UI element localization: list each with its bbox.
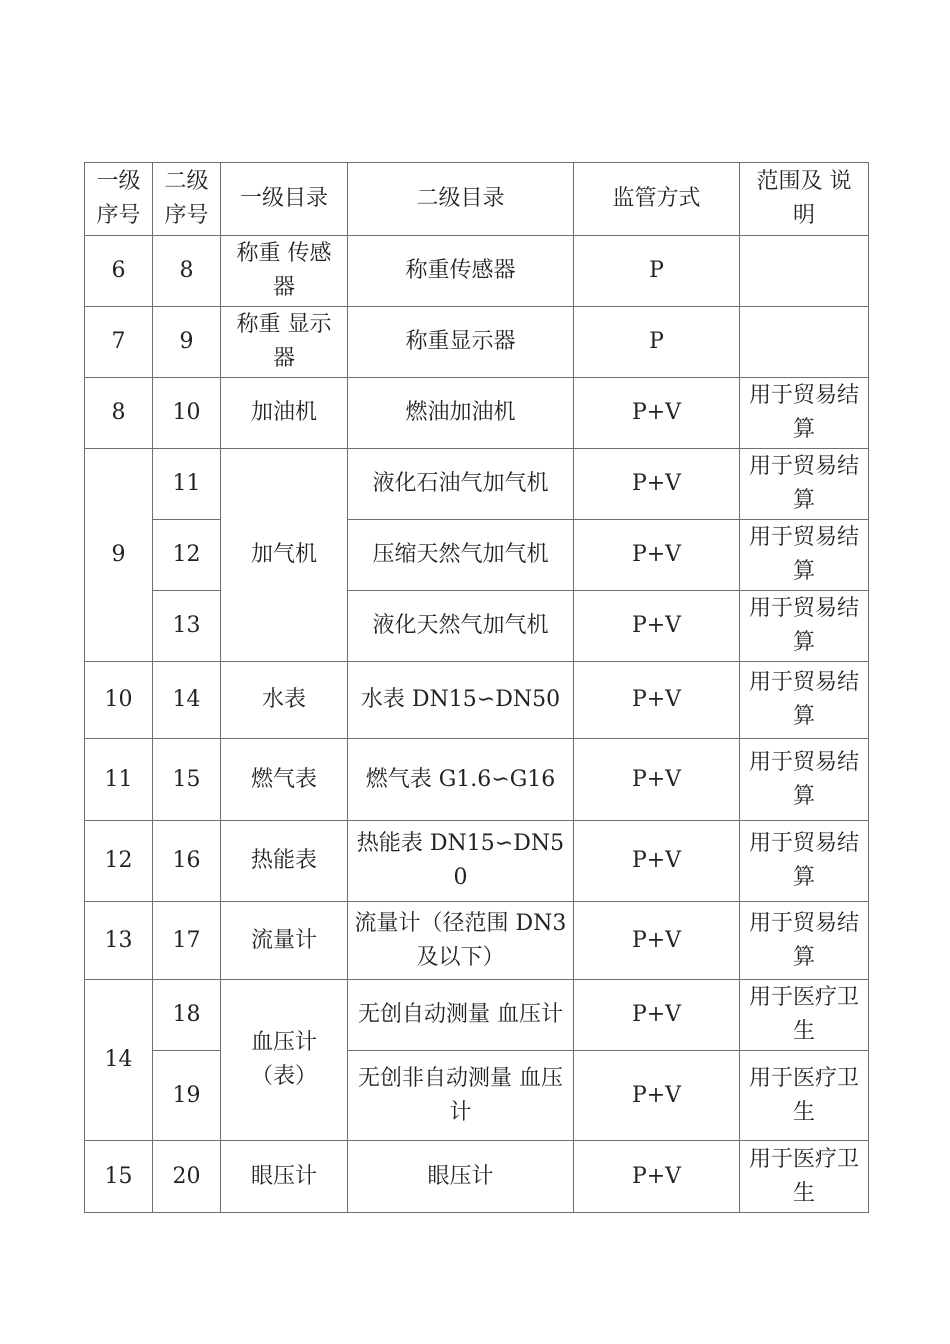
table-row bbox=[85, 449, 869, 520]
table-row bbox=[85, 739, 869, 821]
table-row bbox=[85, 821, 869, 902]
level2-catalog-cell: 称重显示器 bbox=[348, 307, 574, 378]
level2-catalog-cell: 燃气表 G1.6∽G16 bbox=[348, 739, 574, 821]
scope-cell bbox=[740, 307, 869, 378]
scope-cell: 用于贸易结算 bbox=[740, 591, 869, 662]
level2-catalog-cell: 热能表 DN15∽DN50 bbox=[348, 821, 574, 902]
header-supervision: 监管方式 bbox=[574, 163, 740, 236]
supervision-cell: P+V bbox=[574, 520, 740, 591]
level1-no-cell: 10 bbox=[85, 662, 153, 739]
level2-catalog-cell: 眼压计 bbox=[348, 1141, 574, 1213]
level1-no-cell: 11 bbox=[85, 739, 153, 821]
header-row bbox=[85, 163, 869, 236]
catalog-table bbox=[84, 162, 869, 1213]
header-level2-no: 二级序号 bbox=[153, 163, 221, 236]
level2-no-cell: 12 bbox=[153, 520, 221, 591]
supervision-cell: P+V bbox=[574, 980, 740, 1051]
scope-cell: 用于贸易结算 bbox=[740, 449, 869, 520]
scope-cell: 用于贸易结算 bbox=[740, 739, 869, 821]
level1-catalog-cell: 加气机 bbox=[221, 449, 348, 662]
level1-no-cell: 6 bbox=[85, 236, 153, 307]
level1-no-cell: 12 bbox=[85, 821, 153, 902]
table-row bbox=[85, 1141, 869, 1213]
level1-catalog-cell: 称重 传感器 bbox=[221, 236, 348, 307]
level2-no-cell: 15 bbox=[153, 739, 221, 821]
level1-catalog-cell: 称重 显示器 bbox=[221, 307, 348, 378]
supervision-cell: P+V bbox=[574, 591, 740, 662]
level1-no-cell: 14 bbox=[85, 980, 153, 1141]
level2-no-cell: 13 bbox=[153, 591, 221, 662]
supervision-cell: P+V bbox=[574, 378, 740, 449]
header-level1-no: 一级序号 bbox=[85, 163, 153, 236]
table-row bbox=[85, 520, 869, 591]
table-row bbox=[85, 236, 869, 307]
supervision-cell: P+V bbox=[574, 739, 740, 821]
table-row bbox=[85, 591, 869, 662]
level2-no-cell: 17 bbox=[153, 902, 221, 980]
scope-cell: 用于贸易结算 bbox=[740, 662, 869, 739]
supervision-cell: P bbox=[574, 236, 740, 307]
table-row bbox=[85, 378, 869, 449]
level1-no-cell: 8 bbox=[85, 378, 153, 449]
scope-cell: 用于贸易结算 bbox=[740, 821, 869, 902]
header-level1-catalog: 一级目录 bbox=[221, 163, 348, 236]
table-row bbox=[85, 1051, 869, 1141]
level2-no-cell: 19 bbox=[153, 1051, 221, 1141]
level2-no-cell: 10 bbox=[153, 378, 221, 449]
level2-catalog-cell: 无创非自动测量 血压计 bbox=[348, 1051, 574, 1141]
level1-catalog-cell: 热能表 bbox=[221, 821, 348, 902]
scope-cell: 用于贸易结算 bbox=[740, 378, 869, 449]
level2-catalog-cell: 燃油加油机 bbox=[348, 378, 574, 449]
level2-catalog-cell: 无创自动测量 血压计 bbox=[348, 980, 574, 1051]
table-row bbox=[85, 307, 869, 378]
level2-catalog-cell: 称重传感器 bbox=[348, 236, 574, 307]
level2-no-cell: 8 bbox=[153, 236, 221, 307]
level2-catalog-cell: 流量计（径范围 DN3 及以下） bbox=[348, 902, 574, 980]
level1-no-cell: 13 bbox=[85, 902, 153, 980]
level1-catalog-cell: 血压计（表） bbox=[221, 980, 348, 1141]
level2-no-cell: 9 bbox=[153, 307, 221, 378]
supervision-cell: P+V bbox=[574, 662, 740, 739]
table-row bbox=[85, 662, 869, 739]
level2-catalog-cell: 压缩天然气加气机 bbox=[348, 520, 574, 591]
level2-no-cell: 20 bbox=[153, 1141, 221, 1213]
level2-no-cell: 14 bbox=[153, 662, 221, 739]
level2-no-cell: 18 bbox=[153, 980, 221, 1051]
scope-cell bbox=[740, 236, 869, 307]
table-row bbox=[85, 980, 869, 1051]
scope-cell: 用于医疗卫生 bbox=[740, 980, 869, 1051]
supervision-cell: P+V bbox=[574, 449, 740, 520]
scope-cell: 用于医疗卫生 bbox=[740, 1051, 869, 1141]
supervision-cell: P+V bbox=[574, 1051, 740, 1141]
table-row bbox=[85, 902, 869, 980]
scope-cell: 用于贸易结算 bbox=[740, 902, 869, 980]
scope-cell: 用于医疗卫生 bbox=[740, 1141, 869, 1213]
level1-catalog-cell: 加油机 bbox=[221, 378, 348, 449]
level1-catalog-cell: 燃气表 bbox=[221, 739, 348, 821]
level1-no-cell: 9 bbox=[85, 449, 153, 662]
supervision-cell: P+V bbox=[574, 821, 740, 902]
level2-catalog-cell: 液化石油气加气机 bbox=[348, 449, 574, 520]
scope-cell: 用于贸易结算 bbox=[740, 520, 869, 591]
level1-catalog-cell: 眼压计 bbox=[221, 1141, 348, 1213]
level2-catalog-cell: 水表 DN15∽DN50 bbox=[348, 662, 574, 739]
supervision-cell: P bbox=[574, 307, 740, 378]
supervision-cell: P+V bbox=[574, 1141, 740, 1213]
level1-catalog-cell: 水表 bbox=[221, 662, 348, 739]
level1-no-cell: 7 bbox=[85, 307, 153, 378]
level1-no-cell: 15 bbox=[85, 1141, 153, 1213]
header-level2-catalog: 二级目录 bbox=[348, 163, 574, 236]
level2-no-cell: 16 bbox=[153, 821, 221, 902]
level1-catalog-cell: 流量计 bbox=[221, 902, 348, 980]
header-scope: 范围及 说明 bbox=[740, 163, 869, 236]
supervision-cell: P+V bbox=[574, 902, 740, 980]
level2-catalog-cell: 液化天然气加气机 bbox=[348, 591, 574, 662]
level2-no-cell: 11 bbox=[153, 449, 221, 520]
